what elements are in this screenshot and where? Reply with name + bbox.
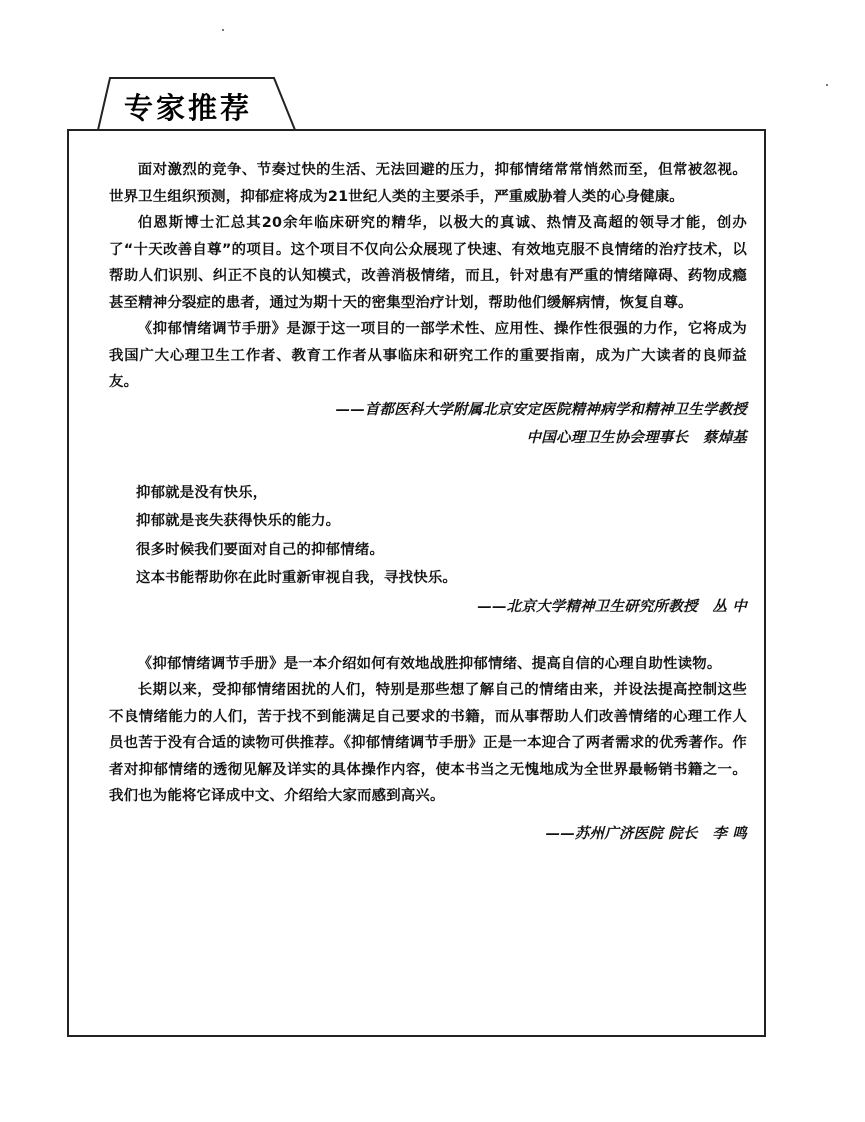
poem-line: 很多时候我们要面对自己的抑郁情绪。	[136, 541, 385, 558]
paragraph: 伯恩斯博士汇总其20余年临床研究的精华，以极大的真诚、热情及高超的领导才能，创办了“十天改善自尊”的项目。这个项目不仅向公众展现了快速、有效地克服不良情绪的治疗技术，以帮助人们识别、纠正不良的认知模式，改善消极情绪，而且，针对患有严重的情绪障碍、药物成瘾甚至精神分裂症的患者，通过为期十天的密集型治疗计划，帮助他们缓解病情，恢复自尊。	[109, 215, 747, 311]
poem-line: 这本书能帮助你在此时重新审视自我，寻找快乐。	[136, 570, 457, 586]
paragraph: 长期以来，受抑郁情绪困扰的人们，特别是那些想了解自己的情绪由来，并设法提高控制这些不良情绪能力的人们，苦于找不到能满足自己要求的书籍，而从事帮助人们改善情绪的心理工作人员也苦于没有合适的读物可供推荐。《抑郁情绪调节手册》正是一本迎合了两者需求的优秀著作。作者对抑郁情绪的透彻见解及详实的具体操作内容，使本书当之无愧地成为全世界最畅销书籍之一。我们也为能将它译成中文、介绍给大家而感到高兴。	[109, 682, 747, 804]
signature: ——苏州广济医院 院长 李 鸣	[545, 824, 747, 842]
scan-speck	[222, 29, 224, 31]
signature: 中国心理卫生协会理事长 蔡焯基	[526, 428, 747, 446]
page-content	[109, 157, 747, 848]
poem-line: 抑郁就是丧失获得快乐的能力。	[136, 513, 341, 529]
signature: ——首都医科大学附属北京安定医院精神病学和精神卫生学教授	[335, 400, 747, 418]
scan-speck	[826, 84, 828, 86]
signature: ——北京大学精神卫生研究所教授 丛 中	[477, 597, 747, 615]
recommendation-3	[109, 651, 747, 848]
paragraph: 《抑郁情绪调节手册》是源于这一项目的一部学术性、应用性、操作性很强的力作，它将成为我国广大心理卫生工作者、教育工作者从事临床和研究工作的重要指南，成为广大读者的良师益友。	[109, 321, 747, 390]
poem-line: 抑郁就是没有快乐，	[136, 484, 268, 501]
section-header-tab	[96, 76, 296, 130]
recommendation-1	[109, 157, 747, 452]
recommendation-2	[109, 479, 747, 621]
paragraph: 《抑郁情绪调节手册》是一本介绍如何有效地战胜抑郁情绪、提高自信的心理自助性读物。	[137, 655, 722, 672]
section-title: 专家推荐	[124, 91, 253, 125]
paragraph: 面对激烈的竞争、节奏过快的生活、无法回避的压力，抑郁情绪常常悄然而至，但常被忽视。世界卫生组织预测，抑郁症将成为21世纪人类的主要杀手，严重威胁着人类的心身健康。	[109, 162, 747, 205]
